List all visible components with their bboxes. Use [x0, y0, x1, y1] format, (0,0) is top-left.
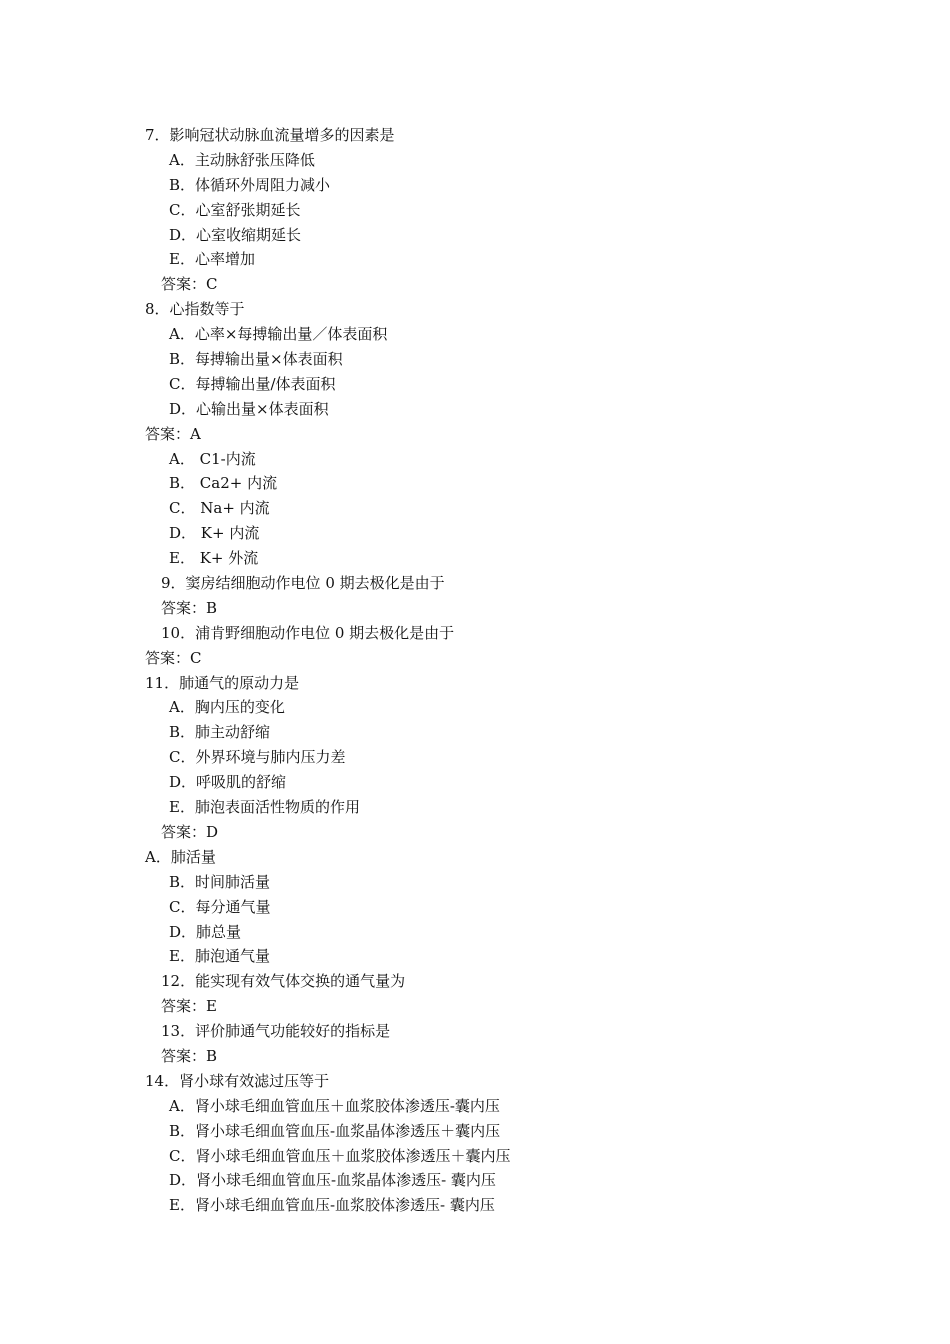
option-a: A．心率×每搏输出量／体表面积 [169, 325, 388, 344]
option-a: A．肾小球毛细血管血压＋血浆胶体渗透压-囊内压 [169, 1096, 500, 1115]
option-a: A． C1-内流 [169, 449, 256, 468]
answer-13: 答案：B [161, 1046, 218, 1065]
option-b: B．时间肺活量 [169, 872, 271, 891]
question-13: 13．评价肺通气功能较好的指标是 [161, 1022, 391, 1041]
question-14: 14．肾小球有效滤过压等于 [145, 1071, 330, 1090]
option-c: C．外界环境与肺内压力差 [169, 748, 346, 767]
question-10: 10．浦肯野细胞动作电位 0 期去极化是由于 [161, 623, 455, 642]
option-c: C．每搏输出量/体表面积 [169, 374, 336, 393]
question-11: 11．肺通气的原动力是 [145, 673, 300, 692]
answer-10: 答案：C [145, 648, 202, 667]
option-d: D．肾小球毛细血管血压-血浆晶体渗透压- 囊内压 [169, 1171, 496, 1190]
question-12: 12．能实现有效气体交换的通气量为 [161, 972, 406, 991]
option-b: B．每搏输出量×体表面积 [169, 350, 343, 369]
answer-12: 答案：E [161, 997, 217, 1016]
option-e: E． K+ 外流 [169, 549, 259, 568]
option-b: B． Ca2+ 内流 [169, 474, 278, 493]
question-9: 9．窦房结细胞动作电位 0 期去极化是由于 [161, 574, 445, 593]
option-b: B．体循环外周阻力减小 [169, 175, 331, 194]
answer-11: 答案：D [161, 822, 219, 841]
option-c: C．心室舒张期延长 [169, 200, 301, 219]
option-c: C． Na+ 内流 [169, 499, 270, 518]
option-d: D． K+ 内流 [169, 524, 260, 543]
answer-8: 答案：A [145, 424, 201, 443]
option-a: A．主动脉舒张压降低 [169, 150, 315, 169]
option-e: E．肾小球毛细血管血压-血浆胶体渗透压- 囊内压 [169, 1196, 495, 1215]
option-e: E．心率增加 [169, 250, 255, 269]
answer-7: 答案：C [161, 275, 218, 294]
option-d: D．心输出量×体表面积 [169, 399, 329, 418]
option-a: A．肺活量 [145, 847, 216, 866]
option-c: C．肾小球毛细血管血压＋血浆胶体渗透压＋囊内压 [169, 1146, 511, 1165]
option-e: E．肺泡表面活性物质的作用 [169, 798, 360, 817]
option-a: A．胸内压的变化 [169, 698, 285, 717]
option-d: D．肺总量 [169, 922, 242, 941]
question-8: 8．心指数等于 [145, 300, 245, 319]
option-b: B．肾小球毛细血管血压-血浆晶体渗透压＋囊内压 [169, 1121, 501, 1140]
answer-9: 答案：B [161, 598, 218, 617]
document-page [0, 123, 950, 1218]
option-b: B．肺主动舒缩 [169, 723, 271, 742]
question-7: 7．影响冠状动脉血流量增多的因素是 [145, 126, 395, 144]
option-e: E．肺泡通气量 [169, 947, 270, 966]
option-c: C．每分通气量 [169, 897, 271, 916]
option-d: D．呼吸肌的舒缩 [169, 773, 287, 792]
option-d: D．心室收缩期延长 [169, 225, 302, 244]
